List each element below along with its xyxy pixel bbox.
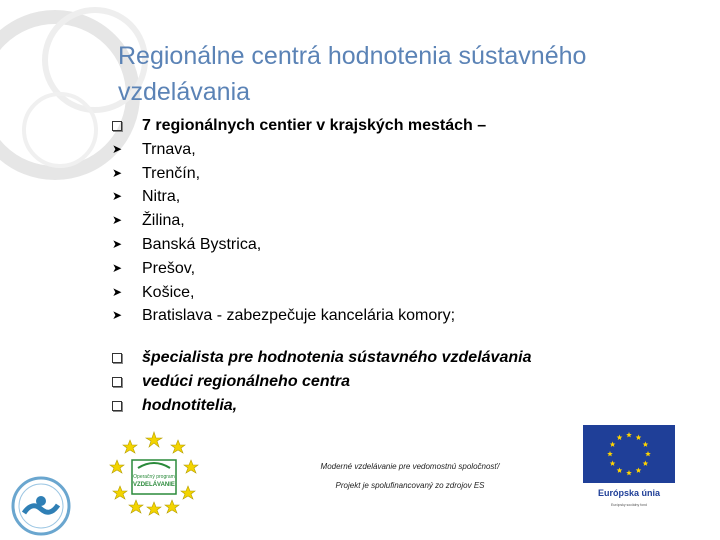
footer-slogan: Moderné vzdelávanie pre vedomostnú spoločnosť/ [320, 462, 500, 471]
list-item-heading: 7 regionálnych centier v krajských mestách – [120, 114, 531, 138]
op-vzdelavanie-logo-icon [108, 430, 200, 516]
square-bullet-icon [112, 346, 128, 373]
footer-cofinancing: Projekt je spolufinancovaný zo zdrojov ES [335, 481, 485, 490]
list-item-role: hodnotitelia, [120, 394, 531, 418]
eu-flag-logo-icon [583, 425, 675, 519]
main-list [112, 114, 532, 418]
arrow-bullet-icon: ➤ [112, 141, 123, 156]
svg-text:Operačný program: Operačný program [133, 474, 175, 480]
square-bullet-icon [112, 370, 128, 397]
list-item-city: ➤ Prešov, [120, 257, 531, 281]
list-spacer [120, 328, 531, 346]
list-item-city: ➤ Trnava, [120, 138, 531, 162]
list-item-city: ➤ Trenčín, [120, 162, 531, 186]
svg-text:Európsky sociálny fond: Európsky sociálny fond [611, 503, 647, 507]
square-bullet-icon [112, 114, 128, 141]
arrow-bullet-icon: ➤ [112, 189, 123, 204]
institution-seal-icon [10, 475, 72, 537]
list-item-city: ➤ Žilina, [120, 209, 531, 233]
list-item-role: vedúci regionálneho centra [120, 370, 531, 394]
arrow-bullet-icon: ➤ [112, 308, 123, 323]
arrow-bullet-icon: ➤ [112, 236, 123, 251]
list-item-role: špecialista pre hodnotenia sústavného vzdelávania [120, 346, 531, 370]
arrow-bullet-icon: ➤ [112, 165, 123, 180]
svg-text:Európska únia: Európska únia [597, 488, 661, 498]
list-item-city: ➤ Bratislava - zabezpečuje kancelária komory; [120, 304, 531, 328]
list-item-city: ➤ Nitra, [120, 185, 531, 209]
arrow-bullet-icon: ➤ [112, 260, 123, 275]
list-item-city: ➤ Košice, [120, 281, 531, 305]
slide-title: Regionálne centrá hodnotenia sústavného vzdelávania [118, 42, 587, 106]
svg-text:VZDELÁVANIE: VZDELÁVANIE [133, 482, 175, 488]
arrow-bullet-icon: ➤ [112, 284, 123, 299]
arrow-bullet-icon: ➤ [112, 213, 123, 228]
list-item-city: ➤ Banská Bystrica, [120, 233, 531, 257]
square-bullet-icon [112, 394, 128, 421]
